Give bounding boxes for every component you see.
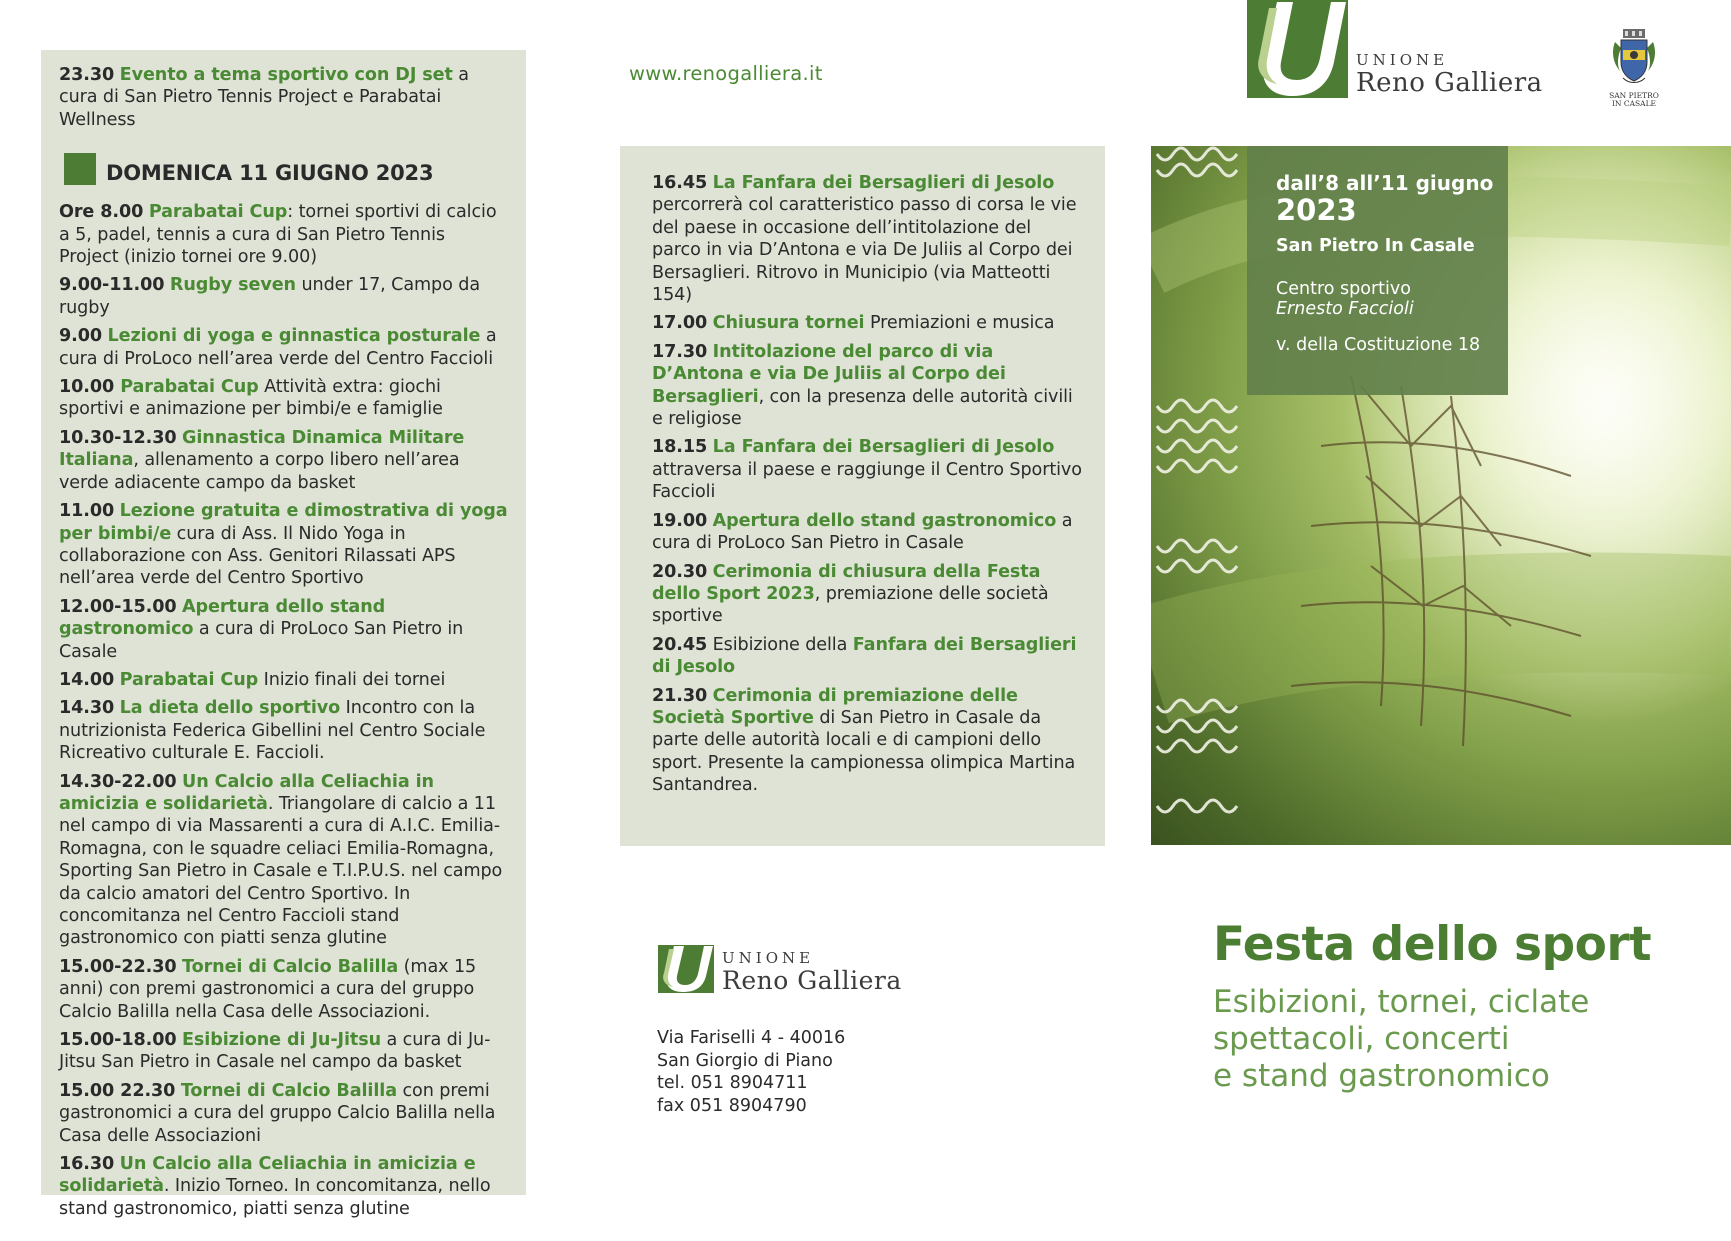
entry-description: , premiazione delle società sportive [652, 583, 1049, 627]
day-heading [64, 153, 508, 185]
entry-highlight: Chiusura tornei [712, 313, 865, 334]
entry-description: . Inizio Torneo. In concomitanza, nello stand gastronomico, piatti senza glutine [59, 1176, 491, 1219]
program-entry [652, 436, 1085, 503]
entry-highlight: Un Calcio alla Celiachia in amicizia e solidarietà [59, 771, 434, 814]
entry-time: 16.30 [59, 1154, 115, 1175]
left-program-panel [41, 50, 526, 1219]
entry-time: 9.00 [59, 326, 103, 347]
middle-program-panel [620, 146, 1105, 846]
program-entry [652, 685, 1085, 797]
address-fax: fax 051 8904790 [657, 1095, 807, 1116]
contact-address [657, 1027, 845, 1117]
event-dates: dall’8 all’11 giugno [1276, 171, 1494, 195]
program-entry [59, 274, 508, 319]
entry-description: a cura di ProLoco San Pietro in Casale [652, 510, 1073, 554]
entry-description: . Triangolare di calcio a 11 nel campo di via Massarenti a cura di A.I.C. Emilia-Romagna, con le squadre celiaci Emilia-Romagna, Sporting San Pietro in Casale e T.I.P.U.S. nel campo da calcio amatori del Centro Sportivo. In concomitanza nel Centro Faccioli stand gastronomico con piatti senza glutine [59, 793, 503, 949]
entry-time: 20.30 [652, 561, 708, 582]
entry-pre-text: Esibizione della [707, 634, 853, 655]
entry-time: 14.30-22.00 [59, 771, 177, 792]
crest-caption [1604, 92, 1664, 108]
entry-description: con premi gastronomici a cura del gruppo Calcio Balilla nella Casa delle Associazioni [59, 1080, 496, 1146]
entry-time: 23.30 [59, 65, 115, 85]
entry-highlight: Evento a tema sportivo con DJ set [119, 65, 453, 85]
program-entry [652, 510, 1085, 555]
logo-mark-icon [1247, 0, 1348, 98]
logo-unione-text: UNIONE [1356, 51, 1449, 69]
entry-highlight: Apertura dello stand gastronomico [59, 596, 386, 640]
website-link[interactable]: www.renogalliera.it [629, 62, 823, 85]
program-entry [59, 956, 508, 1023]
entry-time: 10.00 [59, 377, 121, 398]
entry-time: 15.00-22.30 [59, 956, 177, 977]
entry-highlight: Parabatai Cup [119, 669, 259, 690]
program-entry [652, 172, 1085, 306]
entry-highlight: La dieta dello sportivo [119, 698, 341, 719]
entry-description: cura di Ass. Il Nido Yoga in collaborazione con Ass. Genitori Rilassati APS nell’area verde del Centro Sportivo [59, 523, 456, 589]
program-entry [59, 697, 508, 764]
entry-description: : tornei sportivi di calcio a 5, padel, tennis a cura di San Pietro Tennis Project (inizio tornei ore 9.00) [59, 202, 497, 268]
entry-time: 14.30 [59, 698, 115, 719]
program-entry [59, 1029, 508, 1074]
entry-highlight: Cerimonia di chiusura della Festa dello Sport 2023 [652, 561, 1041, 604]
program-entry [59, 376, 508, 421]
crest-caption-line-2: IN CASALE [1611, 99, 1657, 108]
venue-street: v. della Costituzione 18 [1276, 335, 1481, 355]
evening-program-list [652, 172, 1085, 797]
entry-description: a cura di San Pietro Tennis Project e Parabatai Wellness [59, 65, 469, 130]
saturday-late-entries [59, 64, 508, 131]
entry-description: Premiazioni e musica [864, 313, 1055, 334]
entry-time: 15.00 22.30 [59, 1080, 176, 1101]
program-entry [59, 596, 508, 663]
day-square-marker [64, 153, 96, 185]
entry-time: 16.45 [652, 173, 708, 193]
entry-description: Inizio finali dei tornei [258, 669, 446, 690]
entry-time: 20.45 [652, 634, 708, 655]
sunday-program-list [59, 201, 508, 1220]
event-subtitle [1213, 984, 1589, 1095]
crest-caption-line-1: SAN PIETRO [1609, 91, 1659, 100]
entry-highlight: Rugby seven [169, 275, 296, 296]
program-entry [59, 771, 508, 950]
entry-time: 10.30-12.30 [59, 427, 177, 448]
entry-description: (max 15 anni) con premi gastronomici a cura del gruppo Calcio Balilla nella Casa delle Associazioni. [59, 956, 477, 1022]
entry-highlight: Parabatai Cup [148, 202, 288, 223]
event-town: San Pietro In Casale [1276, 236, 1475, 256]
venue-name: Ernesto Faccioli [1276, 299, 1414, 319]
entry-time: 18.15 [652, 437, 708, 458]
entry-time: 12.00-15.00 [59, 596, 177, 617]
entry-description: , allenamento a corpo libero nell’area verde adiacente campo da basket [59, 450, 460, 493]
logo-unione-text-small: UNIONE [722, 949, 815, 967]
entry-description: a cura di ProLoco nell’area verde del Centro Faccioli [59, 326, 497, 369]
program-entry [59, 325, 508, 370]
event-subtitle-line-3: e stand gastronomico [1213, 1058, 1550, 1094]
program-entry [652, 634, 1085, 679]
entry-highlight: Cerimonia di premiazione delle Società Sportive [652, 685, 1018, 728]
program-entry [59, 64, 508, 131]
entry-highlight: Esibizione di Ju-Jitsu [182, 1030, 382, 1051]
reno-galliera-logo-bottom [658, 945, 902, 993]
program-entry [652, 341, 1085, 431]
program-entry [652, 561, 1085, 628]
entry-time: 21.30 [652, 685, 708, 706]
program-entry [652, 312, 1085, 334]
entry-highlight: La Fanfara dei Bersaglieri di Jesolo [712, 437, 1055, 458]
entry-highlight: Ginnastica Dinamica Militare Italiana [59, 427, 465, 471]
entry-highlight: Intitolazione del parco di via D’Antona e via De Juliis al Corpo dei Bersaglieri [652, 341, 1006, 407]
entry-description: , con la presenza delle autorità civili e religiose [652, 386, 1073, 430]
day-heading-text: DOMENICA 11 GIUGNO 2023 [106, 161, 434, 186]
event-subtitle-line-1: Esibizioni, tornei, ciclate [1213, 984, 1590, 1020]
address-city: San Giorgio di Piano [657, 1050, 833, 1071]
crest-icon [1609, 28, 1659, 86]
logo-name-text-small: Reno Galliera [722, 966, 902, 995]
entry-time: Ore 8.00 [59, 202, 144, 223]
event-info-box [1247, 146, 1508, 395]
entry-description: under 17, Campo da rugby [59, 275, 481, 318]
reno-galliera-logo-top [1247, 0, 1543, 98]
entry-highlight: Lezione gratuita e dimostrativa di yoga per bimbi/e [59, 501, 508, 544]
entry-time: 11.00 [59, 501, 115, 522]
program-entry [59, 201, 508, 268]
entry-description: attraversa il paese e raggiunge il Centro Sportivo Faccioli [652, 459, 1082, 503]
entry-highlight: Fanfara dei Bersaglieri di Jesolo [652, 634, 1077, 678]
program-entry [59, 500, 508, 590]
venue-label: Centro sportivo [1276, 279, 1411, 299]
entry-highlight: Un Calcio alla Celiachia in amicizia e solidarietà [59, 1154, 476, 1197]
program-entry [59, 427, 508, 494]
entry-description: Attività extra: giochi sportivi e animazione per bimbi/e e famiglie [59, 377, 443, 420]
entry-time: 14.00 [59, 669, 115, 690]
program-entry [59, 1153, 508, 1220]
address-tel: tel. 051 8904711 [657, 1073, 808, 1093]
logo-mark-icon-small [658, 945, 714, 993]
event-subtitle-line-2: spettacoli, concerti [1213, 1021, 1510, 1057]
entry-highlight: Tornei di Calcio Balilla [182, 956, 399, 977]
program-entry [59, 1080, 508, 1147]
entry-description: Incontro con la nutrizionista Federica Gibellini nel Centro Sociale Ricreativo culturale E. Faccioli. [59, 698, 486, 764]
san-pietro-crest [1604, 28, 1664, 108]
entry-time: 17.30 [652, 341, 708, 362]
entry-highlight: Lezioni di yoga e ginnastica posturale [107, 326, 481, 347]
entry-highlight: La Fanfara dei Bersaglieri di Jesolo [712, 173, 1055, 193]
entry-description: a cura di ProLoco San Pietro in Casale [59, 619, 464, 662]
address-street: Via Fariselli 4 - 40016 [657, 1028, 846, 1048]
entry-highlight: Tornei di Calcio Balilla [180, 1080, 397, 1101]
entry-description: di San Pietro in Casale da parte delle autorità locali e di campioni dello sport. Presente la campionessa olimpica Martina Santandrea. [652, 707, 1076, 796]
logo-name-text: Reno Galliera [1356, 68, 1543, 98]
entry-time: 17.00 [652, 313, 708, 334]
entry-description: percorrerà col caratteristico passo di corsa le vie del paese in occasione dell’intitolazione del parco in via D’Antona e via De Juliis al Corpo dei Bersaglieri. Ritrovo in Municipio (via Matteotti 154) [652, 195, 1077, 306]
entry-highlight: Apertura dello stand gastronomico [712, 510, 1057, 531]
program-entry [59, 669, 508, 691]
event-title: Festa dello sport [1213, 917, 1652, 972]
entry-highlight: Parabatai Cup [120, 377, 259, 398]
entry-time: 15.00-18.00 [59, 1030, 177, 1051]
entry-time: 19.00 [652, 510, 708, 531]
event-year: 2023 [1276, 193, 1357, 227]
entry-description: a cura di Ju-Jitsu San Pietro in Casale nel campo da basket [59, 1030, 491, 1073]
entry-time: 9.00-11.00 [59, 275, 165, 296]
